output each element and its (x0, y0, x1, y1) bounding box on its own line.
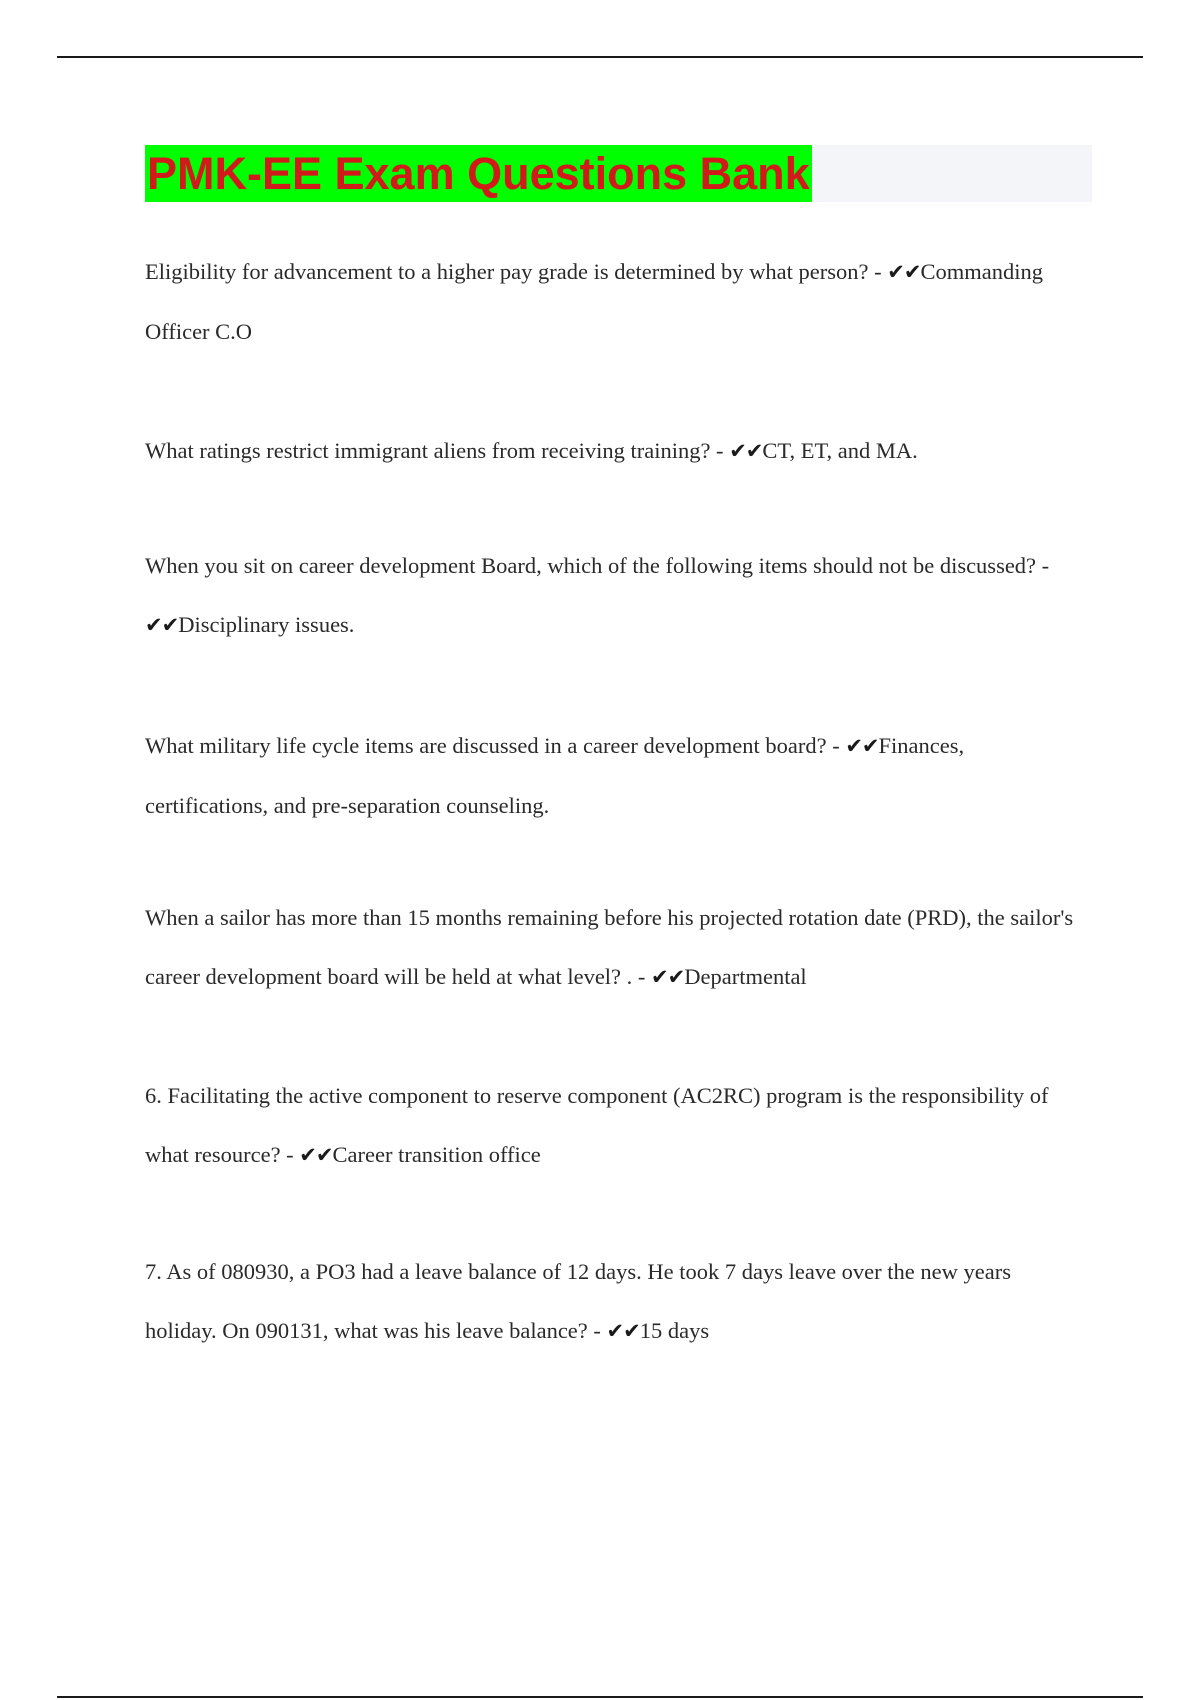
qa-item-6 (145, 1066, 1085, 1185)
question-text: 6. Facilitating the active component to reserve component (AC2RC) program is the responsibility of what resource? - (145, 1083, 1049, 1167)
question-text: What military life cycle items are discussed in a career development board? - (145, 733, 840, 758)
document-title: PMK-EE Exam Questions Bank (145, 145, 812, 202)
answer-text: Career transition office (332, 1142, 541, 1167)
question-text: 7. As of 080930, a PO3 had a leave balance of 12 days. He took 7 days leave over the new years holiday. On 090131, what was his leave balance? - (145, 1259, 1011, 1343)
qa-item-2 (145, 421, 1085, 481)
answer-text: CT, ET, and MA. (762, 438, 918, 463)
qa-item-5 (145, 888, 1085, 1007)
check-mark-icon: ✔✔ (299, 1143, 333, 1167)
check-mark-icon: ✔✔ (845, 734, 879, 758)
check-mark-icon: ✔✔ (651, 965, 685, 989)
answer-text: Departmental (684, 964, 807, 989)
qa-item-7 (145, 1242, 1085, 1361)
check-mark-icon: ✔✔ (606, 1319, 640, 1343)
page-bottom-rule (57, 1696, 1143, 1698)
answer-text: Finances, certifications, and pre-separation counseling. (145, 733, 965, 818)
qa-item-3 (145, 536, 1085, 655)
page-top-rule (57, 56, 1143, 58)
question-text: What ratings restrict immigrant aliens from receiving training? - (145, 438, 724, 463)
check-mark-icon: ✔✔ (887, 260, 921, 284)
answer-text: 15 days (639, 1318, 710, 1343)
question-text: When a sailor has more than 15 months remaining before his projected rotation date (PRD), the sailor's career development board will be held at what level? . - (145, 905, 1074, 989)
question-text: When you sit on career development Board, which of the following items should not be discussed? - (145, 553, 1050, 578)
answer-text: Commanding Officer C.O (145, 259, 1043, 344)
answer-text: Disciplinary issues. (178, 612, 355, 637)
qa-item-4 (145, 716, 1085, 835)
question-text: Eligibility for advancement to a higher pay grade is determined by what person? - (145, 259, 882, 284)
check-mark-icon: ✔✔ (729, 439, 763, 463)
qa-item-1 (145, 242, 1085, 361)
check-mark-icon: ✔✔ (145, 613, 179, 637)
